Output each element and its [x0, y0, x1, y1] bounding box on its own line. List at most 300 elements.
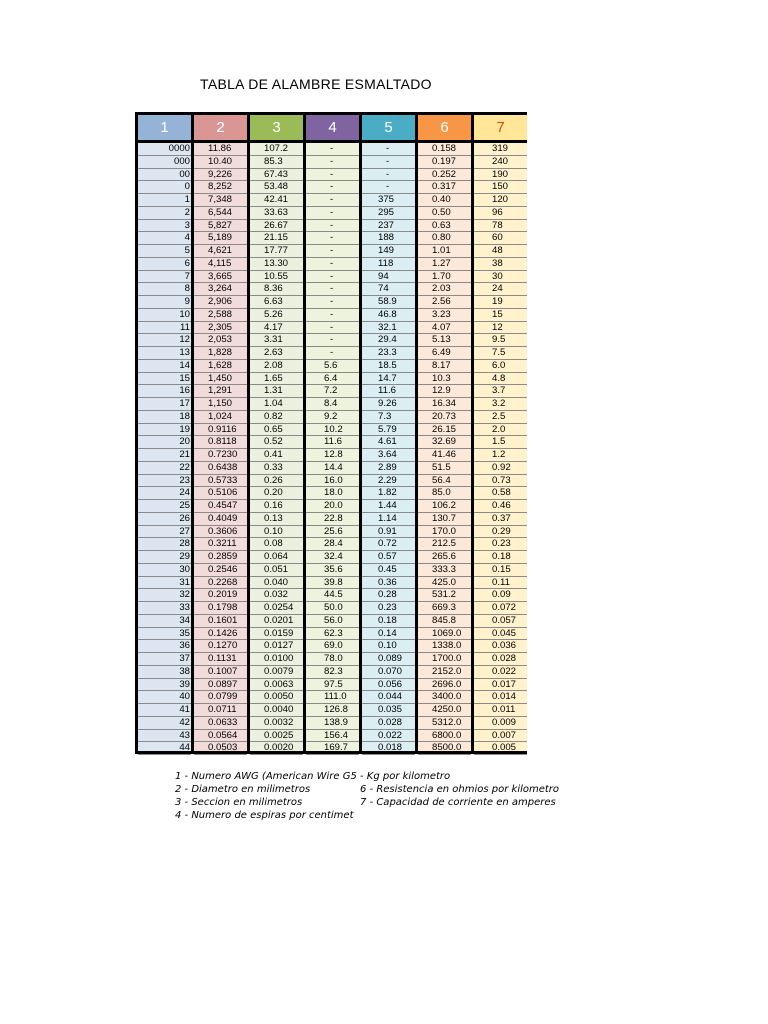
legend-item-2: 2 - Diametro en milimetros	[175, 784, 311, 795]
table-cell: 1338.0	[418, 640, 471, 653]
table-cell: 531.2	[418, 589, 471, 602]
table-cell: 21	[138, 449, 191, 462]
table-cell: 4.17	[250, 322, 303, 335]
table-cell: 0.0032	[250, 717, 303, 730]
table-cell: 41	[138, 704, 191, 717]
table-cell: 12	[474, 322, 527, 335]
table-cell: 6,544	[194, 207, 247, 220]
table-cell: 0.089	[362, 653, 415, 666]
table-cell: 9.26	[362, 398, 415, 411]
table-cell: 4250.0	[418, 704, 471, 717]
table-cell: 120	[474, 194, 527, 207]
legend-row-4	[175, 809, 450, 822]
table-cell: 10.40	[194, 156, 247, 169]
table-cell: 1,628	[194, 360, 247, 373]
table-cell: 0.0020	[250, 742, 303, 755]
table-cell: 1.5	[474, 436, 527, 449]
table-cell: 1,024	[194, 411, 247, 424]
table-cell: 0.2859	[194, 551, 247, 564]
table-cell: 0.035	[362, 704, 415, 717]
table-cell: 27	[138, 526, 191, 539]
table-cell: 00	[138, 169, 191, 182]
table-cell: 0.022	[362, 730, 415, 743]
table-cell: 78.0	[306, 653, 359, 666]
table-cell: 3.31	[250, 334, 303, 347]
table-cell: 3,665	[194, 271, 247, 284]
table-cell: 44	[138, 742, 191, 755]
table-cell: 0.4049	[194, 513, 247, 526]
table-cell: 25.6	[306, 526, 359, 539]
table-cell: 0.011	[474, 704, 527, 717]
table-cell: 0.018	[362, 742, 415, 755]
table-cell: 15	[474, 309, 527, 322]
table-cell: 2,906	[194, 296, 247, 309]
table-cell: 0.14	[362, 628, 415, 641]
table-cell: 12	[138, 334, 191, 347]
table-cell: 18.0	[306, 487, 359, 500]
table-cell: 74	[362, 283, 415, 296]
table-cell: 0.52	[250, 436, 303, 449]
table-cell: 7	[138, 271, 191, 284]
table-cell: 29.4	[362, 334, 415, 347]
table-cell: 4.07	[418, 322, 471, 335]
table-cell: 32.1	[362, 322, 415, 335]
column-header-2: 2	[194, 115, 247, 140]
table-cell: 20	[138, 436, 191, 449]
table-cell: 0.91	[362, 526, 415, 539]
table-cell: 1.70	[418, 271, 471, 284]
table-cell: 107.2	[250, 143, 303, 156]
table-cell: 2.56	[418, 296, 471, 309]
table-cell: 8500.0	[418, 742, 471, 755]
table-cell: 237	[362, 220, 415, 233]
table-cell: 26	[138, 513, 191, 526]
table-cell: 6.0	[474, 360, 527, 373]
table-cell: 0.0633	[194, 717, 247, 730]
table-cell: 8,252	[194, 181, 247, 194]
table-cell: 22.8	[306, 513, 359, 526]
table-cell: 0.6438	[194, 462, 247, 475]
table-cell: 0.005	[474, 742, 527, 755]
table-cell: 36	[138, 640, 191, 653]
table-cell: 0.92	[474, 462, 527, 475]
table-cell: 0.41	[250, 449, 303, 462]
table-cell: 0.014	[474, 691, 527, 704]
table-cell: -	[306, 271, 359, 284]
table-cell: 26.15	[418, 424, 471, 437]
table-cell: 18.5	[362, 360, 415, 373]
table-cell: 0	[138, 181, 191, 194]
table-cell: 7.5	[474, 347, 527, 360]
column-header-1: 1	[138, 115, 191, 140]
table-cell: 0.1270	[194, 640, 247, 653]
table-cell: 0.252	[418, 169, 471, 182]
table-cell: 0.18	[474, 551, 527, 564]
table-cell: 37	[138, 653, 191, 666]
table-cell: 0.9116	[194, 424, 247, 437]
table-cell: 156.4	[306, 730, 359, 743]
table-cell: -	[306, 194, 359, 207]
table-cell: 5312.0	[418, 717, 471, 730]
table-cell: 240	[474, 156, 527, 169]
table-cell: 169.7	[306, 742, 359, 755]
table-cell: 31	[138, 577, 191, 590]
table-cell: 0.80	[418, 232, 471, 245]
column-6	[418, 143, 471, 754]
table-cell: 0.72	[362, 538, 415, 551]
table-cell: 2.08	[250, 360, 303, 373]
table-cell: 5.79	[362, 424, 415, 437]
table-cell: 51.5	[418, 462, 471, 475]
table-cell: 0.10	[362, 640, 415, 653]
table-cell: 0.73	[474, 475, 527, 488]
table-cell: 18	[138, 411, 191, 424]
table-cell: 20.73	[418, 411, 471, 424]
table-cell: 5,827	[194, 220, 247, 233]
table-cell: 0.0050	[250, 691, 303, 704]
table-cell: 0.5106	[194, 487, 247, 500]
table-cell: -	[306, 296, 359, 309]
table-cell: 2.63	[250, 347, 303, 360]
table-cell: 0.072	[474, 602, 527, 615]
table-cell: 0.0100	[250, 653, 303, 666]
table-cell: 97.5	[306, 679, 359, 692]
table-cell: 7,348	[194, 194, 247, 207]
table-cell: 3,264	[194, 283, 247, 296]
table-cell: -	[306, 156, 359, 169]
table-cell: 48	[474, 245, 527, 258]
table-cell: 1.44	[362, 500, 415, 513]
table-cell: 0.0711	[194, 704, 247, 717]
table-cell: 8.17	[418, 360, 471, 373]
table-cell: 0.1798	[194, 602, 247, 615]
table-cell: 0.20	[250, 487, 303, 500]
table-cell: 12.9	[418, 385, 471, 398]
table-cell: 1.31	[250, 385, 303, 398]
table-cell: 8.36	[250, 283, 303, 296]
table-cell: 319	[474, 143, 527, 156]
table-cell: 0.28	[362, 589, 415, 602]
table-cell: 375	[362, 194, 415, 207]
table-cell: 126.8	[306, 704, 359, 717]
table-cell: 0.8118	[194, 436, 247, 449]
table-cell: -	[362, 156, 415, 169]
table-cell: 2.89	[362, 462, 415, 475]
table-cell: 5.6	[306, 360, 359, 373]
table-cell: 2,305	[194, 322, 247, 335]
table-cell: 6800.0	[418, 730, 471, 743]
table-cell: 7.2	[306, 385, 359, 398]
table-cell: 35	[138, 628, 191, 641]
table-cell: -	[306, 143, 359, 156]
table-cell: 85.3	[250, 156, 303, 169]
table-cell: 35.6	[306, 564, 359, 577]
table-cell: 44.5	[306, 589, 359, 602]
table-cell: 1.65	[250, 373, 303, 386]
table-cell: 130.7	[418, 513, 471, 526]
table-cell: 0.0254	[250, 602, 303, 615]
table-cell: 000	[138, 156, 191, 169]
table-cell: 42.41	[250, 194, 303, 207]
legend	[175, 770, 560, 822]
table-cell: 11.86	[194, 143, 247, 156]
table-cell: 0.044	[362, 691, 415, 704]
legend-item-3: 3 - Seccion en milimetros	[175, 797, 303, 808]
table-cell: 0.158	[418, 143, 471, 156]
table-cell: 11.6	[362, 385, 415, 398]
table-cell: 0.5733	[194, 475, 247, 488]
table-cell: 10.2	[306, 424, 359, 437]
table-cell: 0.057	[474, 615, 527, 628]
table-cell: 0.4547	[194, 500, 247, 513]
table-cell: -	[362, 181, 415, 194]
table-cell: 0.18	[362, 615, 415, 628]
table-cell: 1.04	[250, 398, 303, 411]
table-cell: 425.0	[418, 577, 471, 590]
table-cell: 11.6	[306, 436, 359, 449]
table-cell: 29	[138, 551, 191, 564]
table-cell: 67.43	[250, 169, 303, 182]
legend-item-1: 1 - Numero AWG (American Wire G	[175, 771, 351, 782]
table-cell: 2.03	[418, 283, 471, 296]
table-cell: 9,226	[194, 169, 247, 182]
table-cell: 16.34	[418, 398, 471, 411]
table-cell: 0.57	[362, 551, 415, 564]
table-cell: 2.0	[474, 424, 527, 437]
table-cell: 20.0	[306, 500, 359, 513]
table-cell: 0.58	[474, 487, 527, 500]
column-5	[362, 143, 415, 754]
table-cell: 69.0	[306, 640, 359, 653]
table-cell: 0.13	[250, 513, 303, 526]
table-cell: 0.0127	[250, 640, 303, 653]
table-cell: 24	[474, 283, 527, 296]
table-cell: 0.1601	[194, 615, 247, 628]
table-cell: 38	[138, 666, 191, 679]
table-cell: 23.3	[362, 347, 415, 360]
table-cell: -	[306, 309, 359, 322]
table-cell: 0.036	[474, 640, 527, 653]
table-cell: 13.30	[250, 258, 303, 271]
table-cell: 30	[138, 564, 191, 577]
table-cell: 1	[138, 194, 191, 207]
table-cell: -	[306, 322, 359, 335]
table-cell: 0.11	[474, 577, 527, 590]
table-cell: 0.197	[418, 156, 471, 169]
table-cell: 1069.0	[418, 628, 471, 641]
table-cell: 0.070	[362, 666, 415, 679]
table-cell: 265.6	[418, 551, 471, 564]
table-cell: 26.67	[250, 220, 303, 233]
table-cell: 3400.0	[418, 691, 471, 704]
table-cell: 53.48	[250, 181, 303, 194]
table-cell: 6.4	[306, 373, 359, 386]
table-cell: 4.61	[362, 436, 415, 449]
table-cell: 1,450	[194, 373, 247, 386]
table-cell: 0.2546	[194, 564, 247, 577]
column-header-3: 3	[250, 115, 303, 140]
table-cell: 0.46	[474, 500, 527, 513]
table-cell: -	[306, 258, 359, 271]
table-cell: 0.317	[418, 181, 471, 194]
table-cell: -	[306, 169, 359, 182]
table-cell: 62.3	[306, 628, 359, 641]
table-cell: 0.0025	[250, 730, 303, 743]
table-cell: 149	[362, 245, 415, 258]
table-cell: 30	[474, 271, 527, 284]
table-cell: 0.09	[474, 589, 527, 602]
table-cell: 669.3	[418, 602, 471, 615]
table-cell: -	[306, 232, 359, 245]
table-cell: 28.4	[306, 538, 359, 551]
table-cell: 0.29	[474, 526, 527, 539]
table-cell: 111.0	[306, 691, 359, 704]
table-cell: 1.27	[418, 258, 471, 271]
table-cell: 9.2	[306, 411, 359, 424]
table-cell: 6.49	[418, 347, 471, 360]
table-cell: 82.3	[306, 666, 359, 679]
wire-table	[135, 112, 527, 754]
table-cell: 5	[138, 245, 191, 258]
table-cell: 2,588	[194, 309, 247, 322]
table-cell: 0.15	[474, 564, 527, 577]
table-cell: 0.26	[250, 475, 303, 488]
column-1	[138, 143, 191, 754]
table-cell: 0.028	[362, 717, 415, 730]
legend-row-3	[175, 796, 556, 809]
table-cell: 0.0063	[250, 679, 303, 692]
table-cell: 3.64	[362, 449, 415, 462]
table-cell: 0.032	[250, 589, 303, 602]
table-cell: 0.0897	[194, 679, 247, 692]
table-cell: 39.8	[306, 577, 359, 590]
table-cell: 8.4	[306, 398, 359, 411]
table-cell: 33.63	[250, 207, 303, 220]
legend-item-6: 6 - Resistencia en ohmios por kilometro	[360, 784, 560, 795]
table-cell: 1.01	[418, 245, 471, 258]
table-cell: 1,828	[194, 347, 247, 360]
column-7	[474, 143, 527, 754]
table-cell: 39	[138, 679, 191, 692]
table-cell: 38	[474, 258, 527, 271]
table-cell: 2,053	[194, 334, 247, 347]
table-cell: 14.4	[306, 462, 359, 475]
column-header-4: 4	[306, 115, 359, 140]
legend-row-1	[175, 770, 450, 783]
table-cell: 5.13	[418, 334, 471, 347]
table-cell: 32.4	[306, 551, 359, 564]
table-cell: 1.82	[362, 487, 415, 500]
table-cell: -	[306, 207, 359, 220]
table-cell: 28	[138, 538, 191, 551]
table-cell: 46.8	[362, 309, 415, 322]
table-cell: 2152.0	[418, 666, 471, 679]
table-cell: 32.69	[418, 436, 471, 449]
table-cell: 21.15	[250, 232, 303, 245]
table-cell: 2.29	[362, 475, 415, 488]
table-cell: 333.3	[418, 564, 471, 577]
table-cell: 0.65	[250, 424, 303, 437]
table-cell: 0000	[138, 143, 191, 156]
column-header-6: 6	[418, 115, 471, 140]
legend-item-7: 7 - Capacidad de corriente en amperes	[360, 797, 556, 808]
table-cell: 0.0201	[250, 615, 303, 628]
table-cell: 41.46	[418, 449, 471, 462]
table-cell: 0.064	[250, 551, 303, 564]
table-cell: 1,291	[194, 385, 247, 398]
table-cell: 0.50	[418, 207, 471, 220]
legend-row-2	[175, 783, 560, 796]
table-cell: 16.0	[306, 475, 359, 488]
table-cell: 9.5	[474, 334, 527, 347]
table-cell: 19	[138, 424, 191, 437]
table-cell: 212.5	[418, 538, 471, 551]
table-cell: 106.2	[418, 500, 471, 513]
table-cell: 94	[362, 271, 415, 284]
table-cell: 0.7230	[194, 449, 247, 462]
table-cell: 15	[138, 373, 191, 386]
table-cell: 42	[138, 717, 191, 730]
table-cell: 9	[138, 296, 191, 309]
table-cell: 50.0	[306, 602, 359, 615]
table-cell: -	[306, 283, 359, 296]
table-cell: 4,115	[194, 258, 247, 271]
table-cell: 43	[138, 730, 191, 743]
table-cell: 0.10	[250, 526, 303, 539]
table-cell: 19	[474, 296, 527, 309]
table-cell: 0.017	[474, 679, 527, 692]
table-cell: 23	[138, 475, 191, 488]
table-cell: -	[306, 181, 359, 194]
table-cell: -	[362, 169, 415, 182]
table-cell: 0.007	[474, 730, 527, 743]
table-cell: 17	[138, 398, 191, 411]
table-cell: 0.82	[250, 411, 303, 424]
table-cell: 0.23	[362, 602, 415, 615]
table-cell: 85.0	[418, 487, 471, 500]
table-cell: 17.77	[250, 245, 303, 258]
table-cell: 10.3	[418, 373, 471, 386]
table-cell: 0.36	[362, 577, 415, 590]
table-cell: 295	[362, 207, 415, 220]
table-cell: 2.5	[474, 411, 527, 424]
table-cell: 4.8	[474, 373, 527, 386]
table-cell: 0.3606	[194, 526, 247, 539]
table-cell: 0.0503	[194, 742, 247, 755]
table-cell: 0.0564	[194, 730, 247, 743]
table-cell: 0.08	[250, 538, 303, 551]
table-cell: 6.63	[250, 296, 303, 309]
table-cell: 150	[474, 181, 527, 194]
table-cell: 58.9	[362, 296, 415, 309]
legend-item-4: 4 - Numero de espiras por centimet	[175, 810, 354, 821]
table-cell: 32	[138, 589, 191, 602]
table-cell: 190	[474, 169, 527, 182]
table-cell: 0.022	[474, 666, 527, 679]
table-cell: 1,150	[194, 398, 247, 411]
table-cell: -	[306, 220, 359, 233]
table-cell: 8	[138, 283, 191, 296]
table-cell: 188	[362, 232, 415, 245]
table-cell: 33	[138, 602, 191, 615]
table-cell: 1700.0	[418, 653, 471, 666]
table-cell: 0.051	[250, 564, 303, 577]
table-cell: 22	[138, 462, 191, 475]
table-cell: 10	[138, 309, 191, 322]
table-cell: 3.23	[418, 309, 471, 322]
table-cell: 3.2	[474, 398, 527, 411]
table-cell: 0.16	[250, 500, 303, 513]
